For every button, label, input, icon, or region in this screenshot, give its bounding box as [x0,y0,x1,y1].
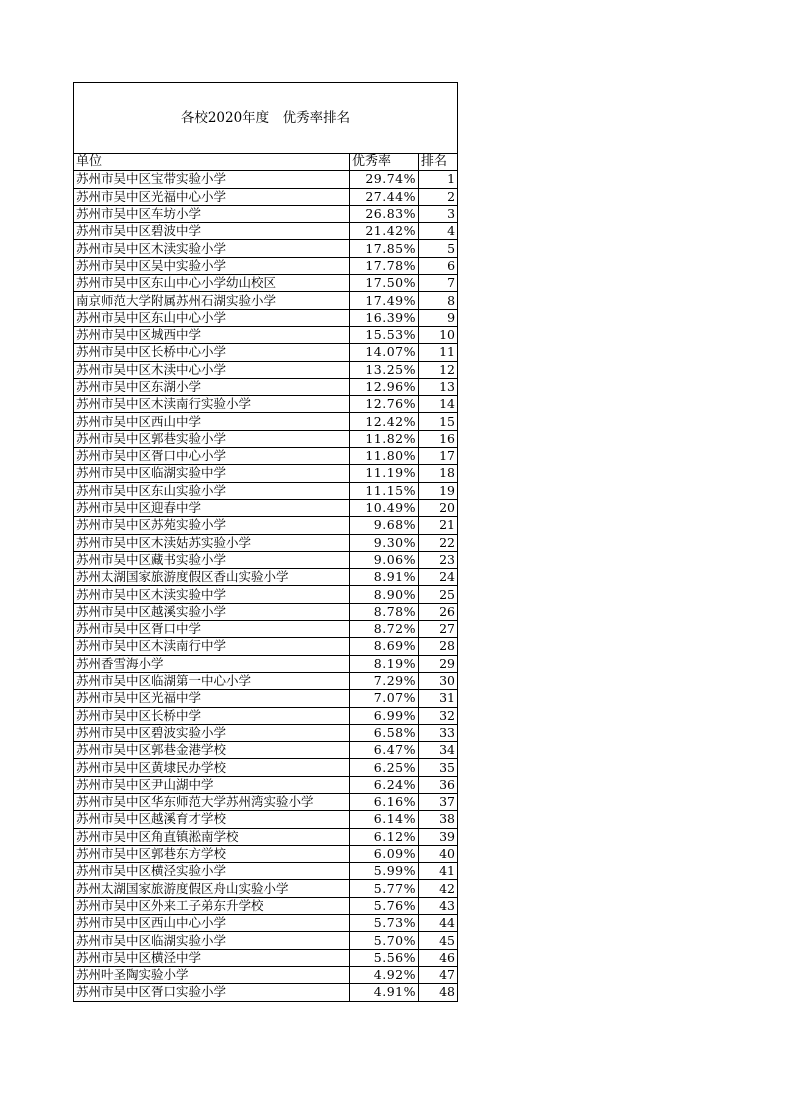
table-row [74,430,458,447]
school-name-cell: 苏州市吴中区宝带实验小学 [74,171,350,188]
table-row [74,361,458,378]
excellence-rate-cell: 17.85% [350,240,419,257]
school-name-cell: 苏州市吴中区郭巷东方学校 [74,845,350,862]
rank-cell: 35 [419,759,458,776]
excellence-rate-cell: 7.07% [350,690,419,707]
school-name-cell: 苏州市吴中区长桥中学 [74,707,350,724]
table-row [74,326,458,343]
table-row [74,742,458,759]
rank-cell: 2 [419,188,458,205]
school-name-cell: 苏州市吴中区郭巷金港学校 [74,742,350,759]
rank-cell: 32 [419,707,458,724]
table-row [74,897,458,914]
table-row [74,569,458,586]
rank-cell: 24 [419,569,458,586]
excellence-rate-cell: 6.47% [350,742,419,759]
school-name-cell: 苏州市吴中区越溪育才学校 [74,811,350,828]
excellence-rate-cell: 5.56% [350,949,419,966]
rank-cell: 47 [419,966,458,983]
table-row [74,465,458,482]
rank-cell: 17 [419,448,458,465]
rank-cell: 10 [419,326,458,343]
excellence-rate-cell: 9.68% [350,517,419,534]
school-name-cell: 苏州太湖国家旅游度假区舟山实验小学 [74,880,350,897]
table-row [74,292,458,309]
excellence-rate-cell: 6.16% [350,793,419,810]
rank-cell: 40 [419,845,458,862]
school-name-cell: 苏州市吴中区车坊小学 [74,205,350,222]
excellence-rate-cell: 6.09% [350,845,419,862]
school-name-cell: 苏州市吴中区外来工子弟东升学校 [74,897,350,914]
excellence-rate-cell: 10.49% [350,499,419,516]
table-row [74,724,458,741]
school-name-cell: 苏州市吴中区胥口实验小学 [74,984,350,1001]
excellence-rate-cell: 5.77% [350,880,419,897]
school-name-cell: 苏州太湖国家旅游度假区香山实验小学 [74,569,350,586]
rank-cell: 42 [419,880,458,897]
rank-cell: 22 [419,534,458,551]
school-name-cell: 苏州市吴中区光福中心小学 [74,188,350,205]
school-name-cell: 苏州市吴中区郭巷实验小学 [74,430,350,447]
excellence-rate-cell: 27.44% [350,188,419,205]
school-name-cell: 苏州市吴中区木渎南行实验小学 [74,396,350,413]
ranking-table [73,82,458,1002]
school-name-cell: 苏州市吴中区西山中学 [74,413,350,430]
excellence-rate-cell: 8.69% [350,638,419,655]
rank-cell: 48 [419,984,458,1001]
table-row [74,932,458,949]
table-row [74,240,458,257]
table-row [74,966,458,983]
excellence-rate-cell: 11.80% [350,448,419,465]
school-name-cell: 苏州市吴中区木渎中心小学 [74,361,350,378]
rank-cell: 18 [419,465,458,482]
rank-cell: 33 [419,724,458,741]
excellence-rate-cell: 5.99% [350,863,419,880]
rank-cell: 20 [419,499,458,516]
rank-cell: 37 [419,793,458,810]
table-row [74,551,458,568]
school-name-cell: 苏州市吴中区长桥中心小学 [74,344,350,361]
rank-cell: 1 [419,171,458,188]
excellence-rate-cell: 5.76% [350,897,419,914]
school-name-cell: 苏州市吴中区东山中心小学 [74,309,350,326]
rank-cell: 28 [419,638,458,655]
table-row [74,517,458,534]
rank-cell: 8 [419,292,458,309]
table-row [74,309,458,326]
table-row [74,257,458,274]
school-name-cell: 苏州叶圣陶实验小学 [74,966,350,983]
excellence-rate-cell: 12.96% [350,378,419,395]
table-row [74,448,458,465]
school-name-cell: 苏州香雪海小学 [74,655,350,672]
table-row [74,690,458,707]
table-row [74,811,458,828]
excellence-rate-cell: 5.70% [350,932,419,949]
table-row [74,188,458,205]
rank-cell: 39 [419,828,458,845]
rank-cell: 45 [419,932,458,949]
table-row [74,205,458,222]
school-name-cell: 苏州市吴中区苏苑实验小学 [74,517,350,534]
excellence-rate-cell: 13.25% [350,361,419,378]
school-name-cell: 苏州市吴中区光福中学 [74,690,350,707]
rank-cell: 7 [419,275,458,292]
excellence-rate-cell: 11.15% [350,482,419,499]
school-name-cell: 南京师范大学附属苏州石湖实验小学 [74,292,350,309]
school-name-cell: 苏州市吴中区胥口中心小学 [74,448,350,465]
rank-cell: 6 [419,257,458,274]
table-row [74,396,458,413]
school-name-cell: 苏州市吴中区横泾中学 [74,949,350,966]
header-rank: 排名 [419,154,458,171]
excellence-rate-cell: 11.82% [350,430,419,447]
rank-cell: 12 [419,361,458,378]
header-unit: 单位 [74,154,350,171]
table-row [74,793,458,810]
excellence-rate-cell: 17.78% [350,257,419,274]
excellence-rate-cell: 9.30% [350,534,419,551]
table-title: 各校2020年度 优秀率排名 [74,83,458,154]
table-row [74,378,458,395]
excellence-rate-cell: 4.92% [350,966,419,983]
table-row [74,880,458,897]
excellence-rate-cell: 12.42% [350,413,419,430]
school-name-cell: 苏州市吴中区东湖小学 [74,378,350,395]
school-name-cell: 苏州市吴中区城西中学 [74,326,350,343]
excellence-rate-cell: 9.06% [350,551,419,568]
rank-cell: 34 [419,742,458,759]
table-row [74,499,458,516]
rank-cell: 43 [419,897,458,914]
excellence-rate-cell: 8.78% [350,603,419,620]
rank-cell: 11 [419,344,458,361]
table-row [74,776,458,793]
school-name-cell: 苏州市吴中区木渎实验小学 [74,240,350,257]
school-name-cell: 苏州市吴中区角直镇淞南学校 [74,828,350,845]
excellence-rate-cell: 14.07% [350,344,419,361]
excellence-rate-cell: 12.76% [350,396,419,413]
table-row [74,984,458,1001]
rank-cell: 44 [419,915,458,932]
rank-cell: 27 [419,621,458,638]
table-row [74,223,458,240]
excellence-rate-cell: 6.24% [350,776,419,793]
rank-cell: 13 [419,378,458,395]
excellence-rate-cell: 8.91% [350,569,419,586]
rank-cell: 30 [419,672,458,689]
school-name-cell: 苏州市吴中区临湖实验中学 [74,465,350,482]
excellence-rate-cell: 17.50% [350,275,419,292]
table-row [74,534,458,551]
school-name-cell: 苏州市吴中区西山中心小学 [74,915,350,932]
school-name-cell: 苏州市吴中区木渎实验中学 [74,586,350,603]
rank-cell: 14 [419,396,458,413]
excellence-rate-cell: 6.14% [350,811,419,828]
rank-cell: 15 [419,413,458,430]
excellence-rate-cell: 6.25% [350,759,419,776]
excellence-rate-cell: 5.73% [350,915,419,932]
excellence-rate-cell: 11.19% [350,465,419,482]
table-row [74,638,458,655]
table-row [74,275,458,292]
school-name-cell: 苏州市吴中区临湖实验小学 [74,932,350,949]
school-name-cell: 苏州市吴中区东山实验小学 [74,482,350,499]
school-name-cell: 苏州市吴中区黄埭民办学校 [74,759,350,776]
rank-cell: 46 [419,949,458,966]
excellence-rate-cell: 16.39% [350,309,419,326]
school-name-cell: 苏州市吴中区藏书实验小学 [74,551,350,568]
school-name-cell: 苏州市吴中区碧波中学 [74,223,350,240]
school-name-cell: 苏州市吴中区迎春中学 [74,499,350,516]
excellence-rate-cell: 8.72% [350,621,419,638]
rank-cell: 19 [419,482,458,499]
excellence-rate-cell: 6.58% [350,724,419,741]
excellence-rate-cell: 17.49% [350,292,419,309]
rank-cell: 9 [419,309,458,326]
title-row [74,83,458,154]
table-row [74,655,458,672]
school-name-cell: 苏州市吴中区木渎南行中学 [74,638,350,655]
rank-cell: 23 [419,551,458,568]
header-rate: 优秀率 [350,154,419,171]
table-row [74,621,458,638]
school-name-cell: 苏州市吴中区胥口中学 [74,621,350,638]
school-name-cell: 苏州市吴中区临湖第一中心小学 [74,672,350,689]
table-row [74,413,458,430]
table-row [74,603,458,620]
rank-cell: 4 [419,223,458,240]
excellence-rate-cell: 8.90% [350,586,419,603]
table-row [74,344,458,361]
table-row [74,759,458,776]
excellence-rate-cell: 8.19% [350,655,419,672]
excellence-rate-cell: 29.74% [350,171,419,188]
table-row [74,863,458,880]
school-name-cell: 苏州市吴中区尹山湖中学 [74,776,350,793]
header-row [74,154,458,171]
school-name-cell: 苏州市吴中区东山中心小学幼山校区 [74,275,350,292]
excellence-rate-cell: 21.42% [350,223,419,240]
excellence-rate-cell: 15.53% [350,326,419,343]
school-name-cell: 苏州市吴中区木渎姑苏实验小学 [74,534,350,551]
school-name-cell: 苏州市吴中区碧波实验小学 [74,724,350,741]
table-row [74,915,458,932]
rank-cell: 21 [419,517,458,534]
rank-cell: 5 [419,240,458,257]
excellence-rate-cell: 7.29% [350,672,419,689]
excellence-rate-cell: 26.83% [350,205,419,222]
rank-cell: 38 [419,811,458,828]
excellence-rate-cell: 4.91% [350,984,419,1001]
table-row [74,828,458,845]
school-name-cell: 苏州市吴中区华东师范大学苏州湾实验小学 [74,793,350,810]
table-row [74,949,458,966]
table-row [74,482,458,499]
table-row [74,171,458,188]
school-name-cell: 苏州市吴中区横泾实验小学 [74,863,350,880]
rank-cell: 25 [419,586,458,603]
excellence-rate-cell: 6.12% [350,828,419,845]
rank-cell: 3 [419,205,458,222]
table-row [74,586,458,603]
table-row [74,672,458,689]
rank-cell: 26 [419,603,458,620]
school-name-cell: 苏州市吴中区吴中实验小学 [74,257,350,274]
rank-cell: 16 [419,430,458,447]
rank-cell: 41 [419,863,458,880]
rank-cell: 31 [419,690,458,707]
table-row [74,707,458,724]
ranking-table-body [74,83,458,1002]
school-name-cell: 苏州市吴中区越溪实验小学 [74,603,350,620]
excellence-rate-cell: 6.99% [350,707,419,724]
rank-cell: 36 [419,776,458,793]
rank-cell: 29 [419,655,458,672]
table-row [74,845,458,862]
